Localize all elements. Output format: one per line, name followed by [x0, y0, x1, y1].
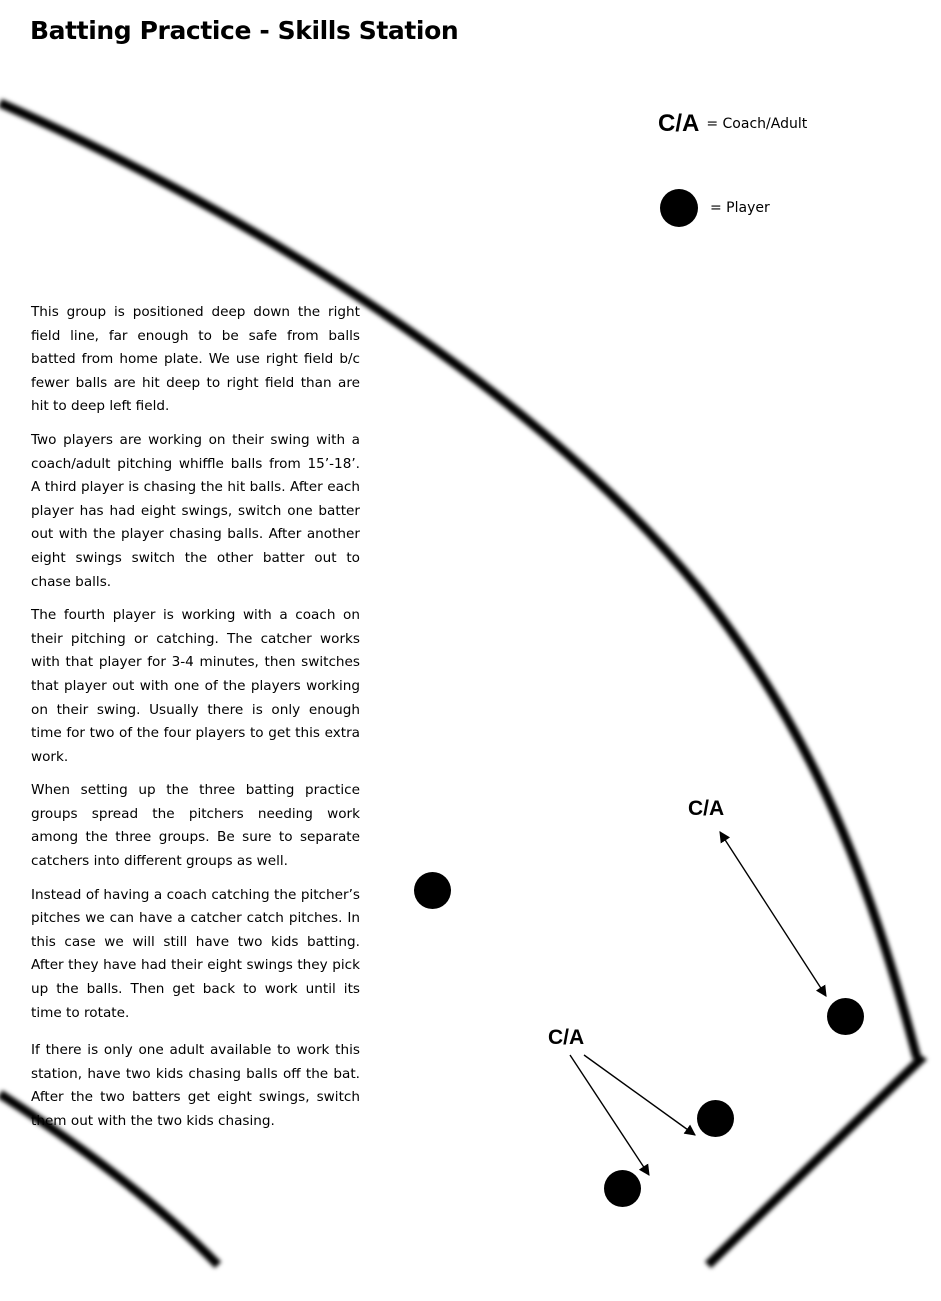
right-field-foul-line [708, 1058, 920, 1265]
legend-player [660, 189, 770, 227]
player-circle-icon [660, 189, 698, 227]
legend-coach-text: = Coach/Adult [706, 116, 808, 132]
paragraph: The fourth player is working with a coach on their pitching or catching. The catcher works with that player for 3-4 minutes, then switches that player out with one of the players working on their swing. Usually there is only enough time for two of the four players to get this extra work. [31, 607, 360, 765]
player-batter [697, 1100, 734, 1137]
coach-catching-label: C/A [548, 1026, 585, 1049]
paragraph: When setting up the three batting practice groups spread the pitchers needing work among the three groups. Be sure to separate catchers into different groups as well. [31, 782, 360, 870]
coach-pitching-label: C/A [688, 797, 725, 820]
arrow-coach-to-batter-1 [584, 1055, 695, 1135]
paragraph: This group is positioned deep down the right field line, far enough to be safe from balls batted from home plate. We use right field b/c fewer balls are hit deep to right field than are hit to deep left field. [31, 304, 360, 415]
paragraph: Two players are working on their swing with a coach/adult pitching whiffle balls from 15’-18’. A third player is chasing the hit balls. After each player has had eight swings, switch one batter out with the player chasing balls. After another eight swings switch the other batter out to chase balls. [31, 431, 360, 590]
page-title: Batting Practice - Skills Station [30, 16, 459, 45]
paragraph: Instead of having a coach catching the pitcher’s pitches we can have a catcher catch pitches. In this case we will still have two kids batting. After they have had their eight swings they pick up the balls. Then get back to work until its time to rotate. [31, 886, 360, 1021]
instructions-text [31, 301, 360, 1144]
legend-coach [658, 110, 807, 138]
paragraph: If there is only one adult available to work this station, have two kids chasing balls off the bat. After the two batters get eight swings, switch them out with the two kids chasing. [31, 1042, 360, 1129]
player-pitcher-catcher [827, 998, 864, 1035]
player-batter [604, 1170, 641, 1207]
player-chasing-balls [414, 872, 451, 909]
arrow-coach-to-catcher [720, 832, 826, 996]
coach-symbol: C/A [658, 110, 700, 137]
legend-player-text: = Player [710, 200, 770, 216]
